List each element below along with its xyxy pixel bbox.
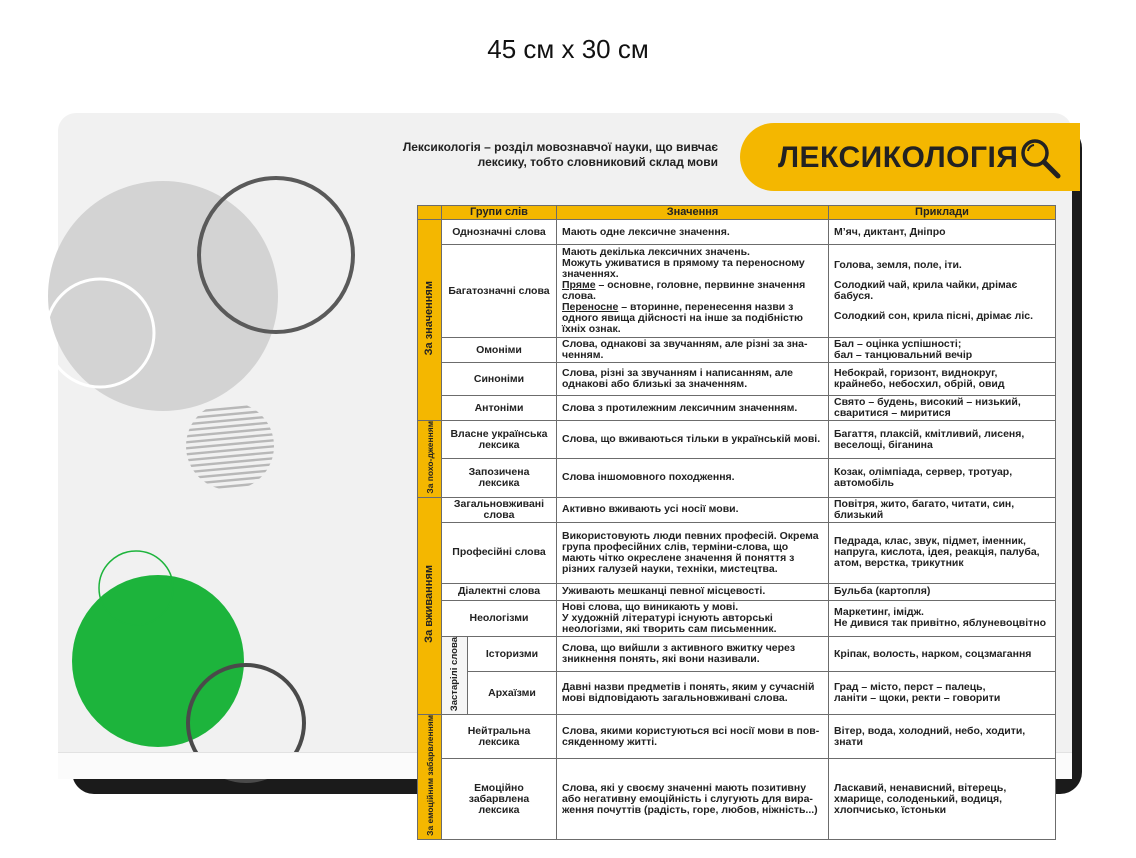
table-row (418, 714, 1056, 758)
header-groups: Групи слів (442, 206, 557, 220)
group-cell: Діалектні слова (442, 583, 557, 600)
category-label: За емоційним забарвленням (424, 714, 435, 836)
meaning-cell: Слова іншомовного походження. (557, 459, 829, 497)
category-label: За вживанням (423, 565, 435, 644)
meaning-cell: Слова, якими користуються всі носії мови в пов-сякденному житті. (557, 714, 829, 758)
meaning-line (562, 302, 823, 335)
meaning-cell: Слова, що вживаються тільки в українській мові. (557, 421, 829, 459)
category-by-meaning (418, 220, 442, 421)
meaning-cell: Активно вживають усі носії мови. (557, 497, 829, 522)
group-cell: Історизми (468, 636, 557, 672)
table-row (418, 459, 1056, 497)
table-row (418, 245, 1056, 338)
examples-cell: Козак, олімпіада, сервер, тротуар, автомобіль (829, 459, 1056, 497)
striped-circle (178, 403, 288, 503)
group-cell: Однозначні слова (442, 220, 557, 245)
example-line: Солодкий чай, крила чайки, дрімає бабуся. (834, 279, 1018, 302)
group-cell: Синоніми (442, 363, 557, 396)
definition-text (368, 140, 718, 170)
examples-cell: Бульба (картопля) (829, 583, 1056, 600)
examples-cell: Небокрай, горизонт, виднокруг, крайнебо, небосхил, обрій, овид (829, 363, 1056, 396)
table-row (418, 636, 1056, 672)
table-row (418, 497, 1056, 522)
table-row (418, 363, 1056, 396)
examples-cell (829, 245, 1056, 338)
category-by-origin (418, 421, 442, 498)
examples-cell: Багаття, плаксій, кмітливий, лисеня, веселощі, біганина (829, 421, 1056, 459)
group-cell: Професійні слова (442, 522, 557, 583)
group-cell: Запозичена лексика (442, 459, 557, 497)
example-line: Маркетинг, імідж. (834, 606, 924, 619)
group-cell: Власне українська лексика (442, 421, 557, 459)
subcategory-label: Застарілі слова (448, 636, 460, 711)
examples-cell: Кріпак, волость, нарком, соцзмагання (829, 636, 1056, 672)
category-by-usage (418, 497, 442, 714)
size-label: 45 см х 30 см (487, 34, 649, 64)
group-cell: Архаїзми (468, 672, 557, 714)
meaning-cell: Слова, однакові за звучанням, але різні за зна-ченням. (557, 338, 829, 363)
example-line: ланіти – щоки, ректи – говорити (834, 692, 1001, 705)
group-cell: Антоніми (442, 396, 557, 421)
meaning-cell: Давні назви предметів і понять, яким у сучасній мові відповідають загальновживані слова. (557, 672, 829, 714)
table-row (418, 396, 1056, 421)
meaning-line: Мають декілька лексичних значень. (562, 246, 750, 258)
definition-line-1: Лексикологія – розділ мовознавчої науки, що вивчає (402, 140, 718, 154)
title-banner (740, 123, 1080, 191)
green-circle (72, 575, 244, 747)
magnifier-icon (1018, 136, 1062, 180)
group-cell: Нейтральна лексика (442, 714, 557, 758)
examples-cell: Вітер, вода, холодний, небо, ходити, знати (829, 714, 1056, 758)
poster-title: ЛЕКСИКОЛОГІЯ (778, 141, 1019, 174)
group-cell: Загальновживані слова (442, 497, 557, 522)
gray-circle-large (48, 181, 278, 411)
meaning-cell: Уживають мешканці певної місцевості. (557, 583, 829, 600)
table-row (418, 220, 1056, 245)
term-figurative-text: – вторинне, перенесення назви з одного явища дійсності на інше за подібністю їхніх ознак. (562, 301, 803, 335)
examples-cell (829, 338, 1056, 363)
meaning-cell: Мають одне лексичне значення. (557, 220, 829, 245)
table-row (418, 600, 1056, 636)
table-row (418, 583, 1056, 600)
category-label: За значенням (423, 281, 435, 356)
meaning-line: Можуть уживатися в прямому та переносному значеннях. (562, 257, 805, 280)
examples-cell: Ласкавий, ненависний, вітерець, хмарище, солоденький, водиця, хлопчисько, їстоньки (829, 759, 1056, 839)
table-row (418, 672, 1056, 714)
table-row (418, 338, 1056, 363)
examples-cell (829, 672, 1056, 714)
table-header-row (418, 206, 1056, 220)
example-line: Голова, земля, поле, іти. (834, 259, 962, 271)
examples-cell: М’яч, диктант, Дніпро (829, 220, 1056, 245)
subcategory-obsolete (442, 636, 468, 714)
examples-cell: Свято – будень, високий – низький, сваритися – миритися (829, 396, 1056, 421)
group-cell: Неологізми (442, 600, 557, 636)
meaning-cell: Слова з протилежним лексичним значенням. (557, 396, 829, 421)
example-line: Град – місто, перст – палець, (834, 681, 986, 694)
lexicology-table (417, 205, 1056, 840)
category-by-emotion (418, 714, 442, 839)
examples-cell: Педрада, клас, звук, підмет, іменник, напруга, кислота, ідея, реакція, палуба, атом, верстка, трикутник (829, 522, 1056, 583)
definition-line-2: лексику, тобто словниковий склад мови (477, 155, 718, 169)
meaning-cell: Слова, різні за звучанням і написанням, але однакові або близькі за значенням. (557, 363, 829, 396)
meaning-cell: Слова, що вийшли з активного вжитку через зникнення понять, які вони називали. (557, 636, 829, 672)
example-line: Солодкий сон, крила пісні, дрімає ліс. (834, 310, 1033, 322)
header-examples: Приклади (829, 206, 1056, 220)
example-line: Не дивися так привітно, яблуневоцвітно (834, 617, 1047, 630)
header-meaning: Значення (557, 206, 829, 220)
example-line: бал – танцювальний вечір (834, 349, 973, 361)
table-row (418, 759, 1056, 839)
meaning-line: У художній літературі існують авторські неологізми, які творить сам письменник. (562, 611, 777, 635)
meaning-line (562, 280, 823, 302)
meaning-cell (557, 600, 829, 636)
term-direct: Пряме (562, 279, 596, 291)
table-row (418, 421, 1056, 459)
examples-cell (829, 600, 1056, 636)
group-cell: Омоніми (442, 338, 557, 363)
meaning-cell: Використовують люди певних професій. Окрема група професійних слів, терміни-слова, що мають чітко окреслене значення й поняття з різних галузей науки, техніки, мистецтва. (557, 522, 829, 583)
term-direct-text: – основне, головне, первинне значення слова. (562, 279, 806, 302)
meaning-line: Нові слова, що виникають у мові. (562, 600, 739, 613)
table-row (418, 522, 1056, 583)
meaning-cell: Слова, які у своєму значенні мають позитивну або негативну емоційність і слугують для вира-ження почуттів (радість, горе, любов, ніжність...) (557, 759, 829, 839)
header-corner (418, 206, 442, 220)
examples-cell: Повітря, жито, багато, читати, син, близький (829, 497, 1056, 522)
group-cell: Багатозначні слова (442, 245, 557, 338)
poster-board (58, 113, 1072, 836)
meaning-cell (557, 245, 829, 338)
group-cell: Емоційно забарвлена лексика (442, 759, 557, 839)
category-label: За похо-дженням (424, 421, 435, 494)
term-figurative: Переносне (562, 301, 619, 313)
example-line: Бал – оцінка успішності; (834, 338, 962, 350)
